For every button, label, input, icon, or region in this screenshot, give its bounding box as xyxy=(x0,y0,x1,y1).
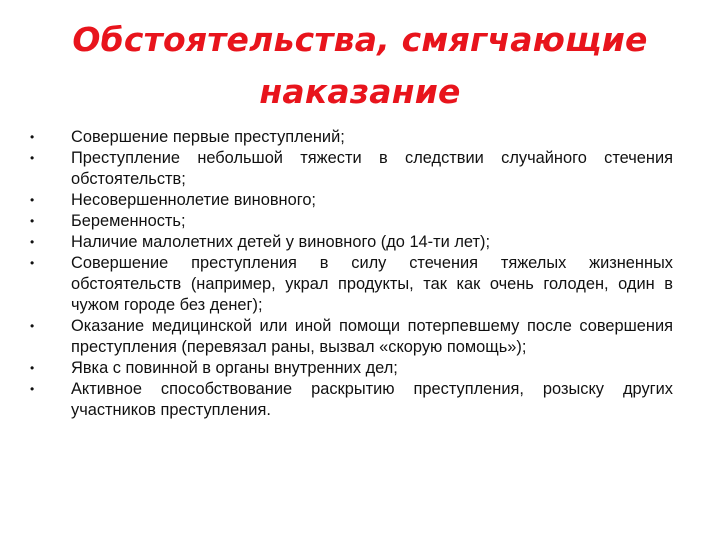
list-item-text: Совершение преступления в силу стечения тяжелых жизненных обстоятельств (например, украл продукты, так как очень голоден, один в чужом городе без денег); xyxy=(71,254,673,314)
list-item-text: Преступление небольшой тяжести в следствии случайного стечения обстоятельств; xyxy=(71,149,673,188)
bullet-icon: • xyxy=(30,382,35,396)
list-item xyxy=(30,148,673,190)
bullet-icon: • xyxy=(30,256,35,270)
bullet-icon: • xyxy=(30,235,35,249)
list-item-text: Несовершеннолетие виновного; xyxy=(71,191,316,209)
list-item xyxy=(30,232,673,253)
list-item xyxy=(30,211,673,232)
mitigating-circumstances-list xyxy=(30,127,673,421)
bullet-icon: • xyxy=(30,193,35,207)
list-item-text: Оказание медицинской или иной помощи потерпевшему после совершения преступления (перевязал раны, вызвал «скорую помощь»); xyxy=(71,317,673,356)
slide-title: Обстоятельства, смягчающие наказание xyxy=(72,20,648,111)
list-item-text: Беременность; xyxy=(71,212,186,230)
bullet-icon: • xyxy=(30,319,35,333)
list-item-text: Наличие малолетних детей у виновного (до 14-ти лет); xyxy=(71,233,491,251)
list-item-text: Активное способствование раскрытию преступления, розыску других участников преступления. xyxy=(71,380,673,419)
list-item xyxy=(30,379,673,421)
list-item xyxy=(30,190,673,211)
bullet-icon: • xyxy=(30,130,35,144)
list-item-text: Совершение первые преступлений; xyxy=(71,128,345,146)
list-item-text: Явка с повинной в органы внутренних дел; xyxy=(71,359,398,377)
bullet-icon: • xyxy=(30,214,35,228)
list-item xyxy=(30,127,673,148)
bullet-icon: • xyxy=(30,151,35,165)
list-item xyxy=(30,253,673,316)
list-item xyxy=(30,358,673,379)
list-item xyxy=(30,316,673,358)
bullet-icon: • xyxy=(30,361,35,375)
